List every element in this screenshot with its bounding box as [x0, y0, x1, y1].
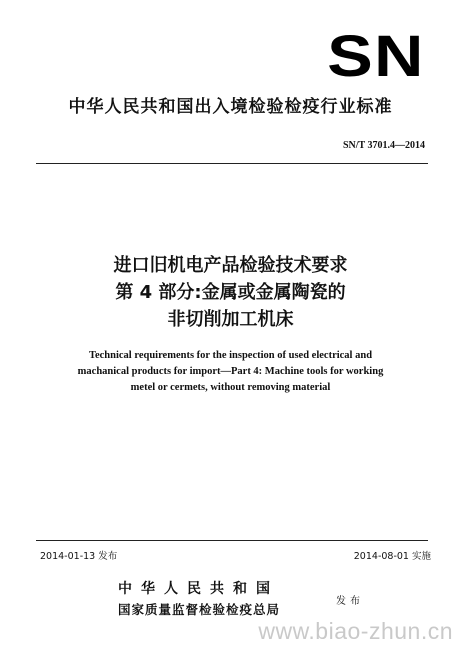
organization-title: 中华人民共和国出入境检验检疫行业标准: [68, 97, 393, 117]
sn-logo: SN: [327, 24, 425, 89]
issuer-line-1: 中华人民共和国: [118, 581, 279, 597]
english-title-line-3: metel or cermets, without removing material: [130, 382, 331, 393]
issuing-authority: [118, 578, 280, 618]
chinese-title-line-1: 进口旧机电产品检验技术要求: [113, 255, 348, 276]
top-divider: [36, 163, 428, 164]
english-title: [0, 348, 461, 396]
issuer-line-2: 国家质量监督检验检疫总局: [118, 602, 281, 617]
standard-number: SN/T 3701.4—2014: [342, 140, 425, 151]
site-watermark: www.biao-zhun.cn: [258, 618, 453, 644]
chinese-title-line-2: 第 4 部分:金属或金属陶瓷的: [115, 282, 346, 303]
bottom-divider: [36, 540, 428, 541]
chinese-title: [0, 252, 461, 333]
english-title-line-1: Technical requirements for the inspection of used electrical and: [88, 350, 373, 361]
issue-date: 2014-01-13 发布: [40, 551, 118, 562]
implementation-date: 2014-08-01 实施: [353, 551, 431, 562]
publish-label: 发布: [336, 596, 364, 607]
chinese-title-line-3: 非切削加工机床: [167, 309, 294, 330]
english-title-line-2: machanical products for import—Part 4: Machine tools for working: [77, 366, 384, 377]
